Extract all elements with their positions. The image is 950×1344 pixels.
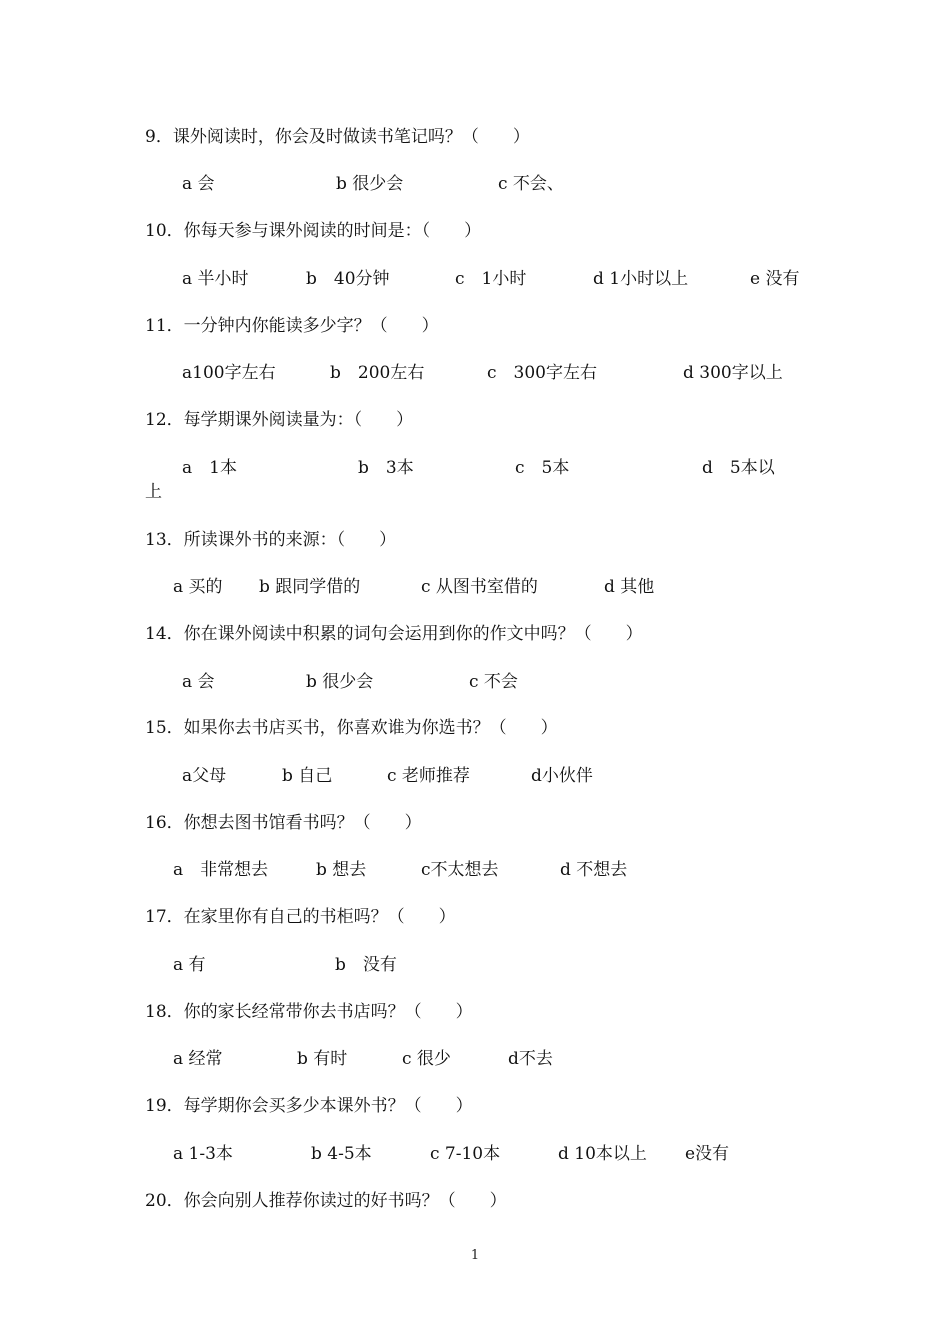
option: d不去	[508, 1049, 553, 1069]
option: c不太想去	[421, 860, 499, 880]
option: c 从图书室借的	[421, 577, 538, 597]
option: a 1本	[182, 458, 237, 478]
option: c 很少	[402, 1049, 451, 1069]
question-text: 18．你的家长经常带你去书店吗？（ ）	[145, 1002, 473, 1022]
question-12-options	[0, 456, 950, 506]
question-text: 20．你会向别人推荐你读过的好书吗？（ ）	[145, 1191, 507, 1211]
option: b 自己	[282, 766, 333, 786]
option: b 很少会	[336, 174, 404, 194]
page-number: 1	[470, 1248, 480, 1263]
option: c 不会、	[498, 174, 564, 194]
question-text: 9．课外阅读时，你会及时做读书笔记吗？（ ）	[145, 127, 530, 147]
option: c 1小时	[455, 269, 527, 289]
option: b 3本	[358, 458, 414, 478]
option: b 有时	[297, 1049, 348, 1069]
option: a父母	[182, 766, 227, 786]
option: b 很少会	[306, 672, 374, 692]
option: a 1-3本	[173, 1144, 233, 1164]
option: c 不会	[469, 672, 518, 692]
option: b 200左右	[330, 363, 425, 383]
option: e没有	[685, 1144, 730, 1164]
question-text: 13．所读课外书的来源：（ ）	[145, 530, 397, 550]
option: a 会	[182, 672, 215, 692]
option: d 10本以上	[558, 1144, 647, 1164]
option: b 4-5本	[311, 1144, 372, 1164]
option: b 没有	[335, 955, 397, 975]
option: a 非常想去	[173, 860, 269, 880]
option: d 不想去	[560, 860, 628, 880]
question-text: 12．每学期课外阅读量为：（ ）	[145, 410, 414, 430]
question-text: 14．你在课外阅读中积累的词句会运用到你的作文中吗？（ ）	[145, 624, 643, 644]
question-text: 10．你每天参与课外阅读的时间是：（ ）	[145, 221, 482, 241]
question-text: 17．在家里你有自己的书柜吗？（ ）	[145, 907, 456, 927]
option: c 7-10本	[430, 1144, 501, 1164]
question-text: 16．你想去图书馆看书吗？（ ）	[145, 813, 422, 833]
question-text: 15．如果你去书店买书，你喜欢谁为你选书？（ ）	[145, 718, 558, 738]
option: d 5本以	[702, 458, 775, 478]
option: c 300字左右	[487, 363, 597, 383]
option: b 想去	[316, 860, 367, 880]
option: a 会	[182, 174, 215, 194]
option: d 1小时以上	[593, 269, 689, 289]
option: b 40分钟	[306, 269, 390, 289]
option: a 半小时	[182, 269, 249, 289]
option: b 跟同学借的	[259, 577, 361, 597]
option: c 老师推荐	[387, 766, 470, 786]
option: a 有	[173, 955, 206, 975]
option: d 其他	[604, 577, 655, 597]
option: d小伙伴	[531, 766, 593, 786]
option: a 经常	[173, 1049, 223, 1069]
option: a100字左右	[182, 363, 276, 383]
option: a 买的	[173, 577, 223, 597]
question-text: 11．一分钟内你能读多少字？（ ）	[145, 316, 439, 336]
option: e 没有	[750, 269, 800, 289]
option: c 5本	[515, 458, 570, 478]
option: d 300字以上	[683, 363, 783, 383]
question-text: 19．每学期你会买多少本课外书？（ ）	[145, 1096, 473, 1116]
option-continuation: 上	[145, 482, 162, 502]
